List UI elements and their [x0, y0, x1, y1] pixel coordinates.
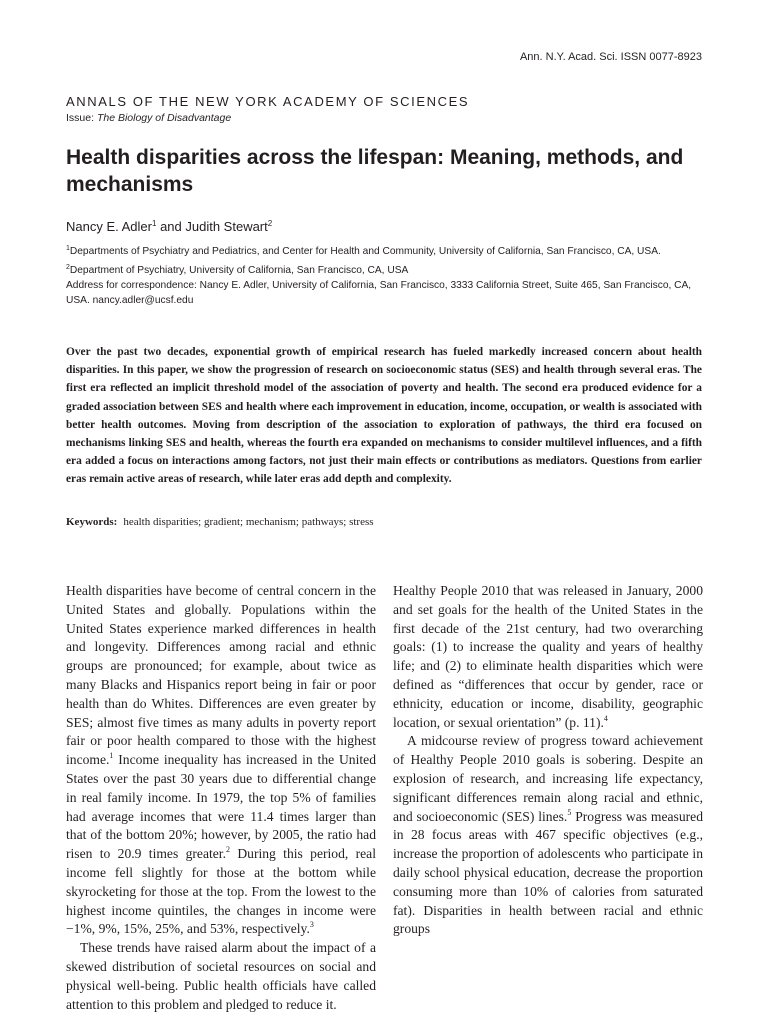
affiliation-marker: 2 [66, 264, 70, 271]
body-paragraph-continued [393, 582, 703, 732]
author-affiliation-marker: 2 [267, 219, 273, 228]
body-paragraph [66, 939, 376, 1014]
body-paragraph [393, 732, 703, 939]
affiliation-marker: 1 [66, 245, 70, 252]
body-text: Progress was measured in 28 focus areas with 467 specific objectives (e.g., increase the proportion of adolescents who participate in daily school physical education, decrease the proportion consuming more than 10% of calories from saturated fat). Disparities in health between racial and ethnic groups [393, 808, 703, 937]
reference-marker: 5 [567, 807, 572, 817]
abstract: Over the past two decades, exponential growth of empirical research has fueled markedly increased concern about health disparities. In this paper, we show the progression of research on socioeconomic status (SES) and health through several eras. The first era reflected an implicit threshold model of the association of poverty and health. The second era produced evidence for a graded association between SES and health where each improvement in education, income, occupation, or wealth is associated with better health outcomes. Moving from description of the association to exploration of pathways, the third era focused on mechanisms linking SES and health, whereas the fourth era expanded on mechanisms to consider multilevel influences, and a fifth era added a focus on interactions among factors, not just their main effects or contributions as mediators. Questions from earlier eras remain active areas of research, while later eras add depth and complexity. [66, 346, 702, 486]
keywords-label: Keywords: [66, 516, 118, 528]
author-name: Nancy E. Adler [66, 219, 152, 234]
body-text: Healthy People 2010 that was released in January, 2000 and set goals for the health of the United States in the first decade of the 21st century, had two overarching goals: (1) to increase the quality and years of healthy life; and (2) to eliminate health disparities which were defined as “differences that occur by gender, race or ethnicity, education or income, disability, geographic location, or sexual orientation” (p. 11). [393, 583, 703, 730]
body-column-right [393, 582, 703, 939]
body-text: During this period, real income fell slightly for those at the bottom while skyrocketing for those at the top. From the lowest to the highest income quintiles, the changes in income were −1%, 9%, 15%, 25%, and 53%, respectively. [66, 846, 376, 937]
reference-marker: 3 [309, 920, 314, 930]
issue-label: Issue: [66, 112, 95, 124]
body-paragraph [66, 582, 376, 939]
body-text: Health disparities have become of central concern in the United States and globally. Populations within the United States experience marked differences in health and longevity. Differences among racial and ethnic groups are pronounced; for example, about twice as many Blacks and Hispanics report being in fair or poor health than do Whites. Differences are even greater by SES; almost five times as many adults in poverty report fair or poor health compared to those with the highest income. [66, 583, 376, 768]
keywords-list: health disparities; gradient; mechanism; pathways; stress [123, 516, 374, 528]
reference-marker: 4 [603, 713, 608, 723]
issue-line [66, 112, 231, 124]
article-title: Health disparities across the lifespan: Meaning, methods, and mechanisms [66, 146, 684, 196]
author-affiliation-marker: 1 [152, 219, 157, 228]
affiliation-text: Departments of Psychiatry and Pediatrics, and Center for Health and Community, University of California, San Francisco, CA, USA. [69, 246, 661, 257]
body-column-left [66, 582, 376, 1014]
affiliation-text: Department of Psychiatry, University of California, San Francisco, CA, USA [69, 265, 409, 276]
journal-name: ANNALS OF THE NEW YORK ACADEMY OF SCIENCES [66, 94, 470, 109]
author-conjunction: and [156, 219, 186, 234]
body-text: A midcourse review of progress toward achievement of Healthy People 2010 goals is sobering. Despite an explosion of research, and increasing life expectancy, significant differences remain along racial and ethnic, and socioeconomic (SES) lines. [393, 733, 703, 824]
body-text: Income inequality has increased in the United States over the past 30 years due to differential change in real family income. In 1979, the top 5% of families had average incomes that were 11.4 times larger than that of the bottom 20%; however, by 2005, the ratio had risen to 20.9 times greater. [66, 752, 376, 862]
affiliations [66, 241, 706, 279]
author-name: Judith Stewart [185, 219, 268, 234]
correspondence-address: Address for correspondence: Nancy E. Adler, University of California, San Francisco, 3333 California Street, Suite 465, San Francisco, CA, USA. nancy.adler@ucsf.edu [66, 280, 692, 306]
issue-title: The Biology of Disadvantage [96, 112, 232, 124]
author-line [66, 219, 272, 234]
reference-marker: 2 [225, 845, 230, 855]
journal-issn: Ann. N.Y. Acad. Sci. ISSN 0077-8923 [519, 51, 702, 63]
reference-marker: 1 [109, 751, 114, 761]
body-text: These trends have raised alarm about the impact of a skewed distribution of societal resources on social and physical well-being. Public health officials have called attention to this problem and pledged to reduce it. [66, 940, 376, 1012]
keywords-line [66, 516, 706, 528]
